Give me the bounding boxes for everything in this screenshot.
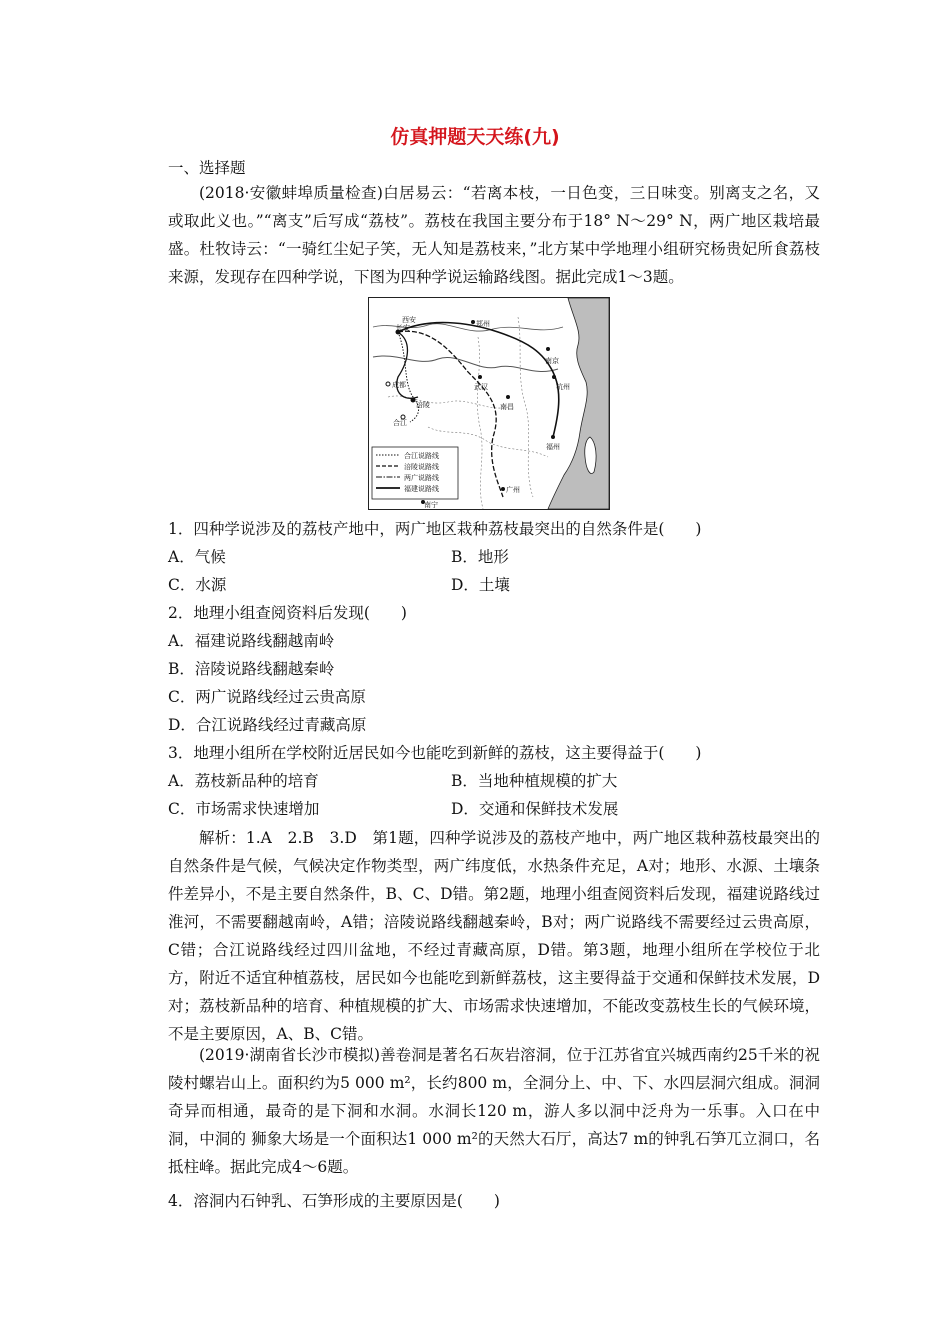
city-label-fuling: 涪陵 — [416, 401, 430, 409]
q2-option-a: A．福建说路线翻越南岭 — [168, 632, 335, 650]
city-label-wuhan: 武汉 — [474, 383, 488, 391]
intro-paragraph-2: (2019·湖南省长沙市模拟)善卷洞是著名石灰岩溶洞，位于江苏省宜兴城西南约25千米的祝陵村螺岩山上。面积约为5 000 m²，长约800 m，全洞分上、中、下、水四层洞穴组成。洞洞奇异而相通，最奇的是下洞和水洞。水洞长120 m，游人多以洞中泛舟为一乐事。入口在中洞，中洞的 狮象大场是一个面积达1 000 m²的天然大石厅，高达7 m的钟乳石笋兀立洞口，名抵柱峰。据此完成4～6题。 — [168, 1046, 820, 1176]
city-label-nanning: 南宁 — [424, 501, 438, 509]
city-label-xian: 西安 — [402, 316, 416, 324]
intro-paragraph-1: (2018·安徽蚌埠质量检查)白居易云：“若离本枝，一日色变，三日味变。别离支之名，又或取此义也。”“离支”后写成“荔枝”。荔枝在我国主要分布于18° N～29° N，两广地区栽培最盛。杜牧诗云：“一骑红尘妃子笑，无人知是荔枝来，”北方某中学地理小组研究杨贵妃所食荔枝来源，发现存在四种学说，下图为四种学说运输路线图。据此完成1～3题。 — [168, 184, 820, 286]
question-2: 2．地理小组查阅资料后发现( ) — [168, 604, 407, 622]
city-label-fuzhou: 福州 — [546, 443, 560, 451]
city-label-hejiang: 合江 — [393, 419, 407, 427]
city-label-guangzhou: 广州 — [506, 486, 520, 494]
q3-option-a: A．荔枝新品种的培育 — [168, 772, 319, 790]
q3-option-b: B．当地种植规模的扩大 — [451, 772, 618, 790]
question-1: 1．四种学说涉及的荔枝产地中，两广地区栽种荔枝最突出的自然条件是( ) — [168, 520, 702, 538]
city-label-changan: 长安 — [396, 324, 410, 332]
svg-text:福建说路线: 福建说路线 — [404, 485, 439, 493]
city-label-nanchang: 南昌 — [500, 403, 514, 411]
question-3: 3．地理小组所在学校附近居民如今也能吃到新鲜的荔枝，这主要得益于( ) — [168, 744, 702, 762]
analysis-paragraph: 解析：1.A 2.B 3.D 第1题，四种学说涉及的荔枝产地中，两广地区栽种荔枝最突出的自然条件是气候，气候决定作物类型，两广纬度低，水热条件充足，A对；地形、水源、土壤条件差异小，不是主要自然条件，B、C、D错。第2题，地理小组查阅资料后发现，福建说路线过淮河，不需要翻越南岭，A错；涪陵说路线翻越秦岭，B对；两广说路线不需要经过云贵高原，C错；合江说路线经过四川盆地，不经过青藏高原，D错。第3题，地理小组所在学校位于北方，附近不适宜种植荔枝，居民如今也能吃到新鲜荔枝，这主要得益于交通和保鲜技术发展，D对；荔枝新品种的培育、种植规模的扩大、市场需求快速增加，不能改变荔枝生长的气候环境，不是主要原因，A、B、C错。 — [168, 829, 820, 1043]
q1-option-a: A．气候 — [168, 548, 226, 566]
city-label-chengdu: 成都 — [392, 381, 406, 389]
section-heading: 一、选择题 — [168, 159, 246, 177]
q2-option-d: D．合江说路线经过青藏高原 — [168, 716, 367, 734]
q1-option-b: B．地形 — [451, 548, 509, 566]
q3-option-d: D．交通和保鲜技术发展 — [451, 800, 619, 818]
q1-option-d: D．土壤 — [451, 576, 510, 594]
q2-option-b: B．涪陵说路线翻越秦岭 — [168, 660, 335, 678]
city-label-nanjing: 南京 — [545, 357, 559, 365]
city-label-hangzhou: 杭州 — [556, 383, 570, 391]
svg-text:两广说路线: 两广说路线 — [404, 474, 439, 482]
map-legend — [372, 447, 458, 499]
q2-option-c: C．两广说路线经过云贵高原 — [168, 688, 366, 706]
city-label-zhengzhou: 郑州 — [476, 320, 490, 328]
svg-text:涪陵说路线: 涪陵说路线 — [404, 463, 439, 471]
q1-option-c: C．水源 — [168, 576, 227, 594]
q3-option-c: C．市场需求快速增加 — [168, 800, 320, 818]
question-4: 4．溶洞内石钟乳、石笋形成的主要原因是( ) — [168, 1192, 500, 1210]
page-title: 仿真押题天天练(九) — [390, 126, 560, 148]
lychee-route-map — [368, 297, 610, 510]
svg-text:合江说路线: 合江说路线 — [404, 452, 439, 460]
